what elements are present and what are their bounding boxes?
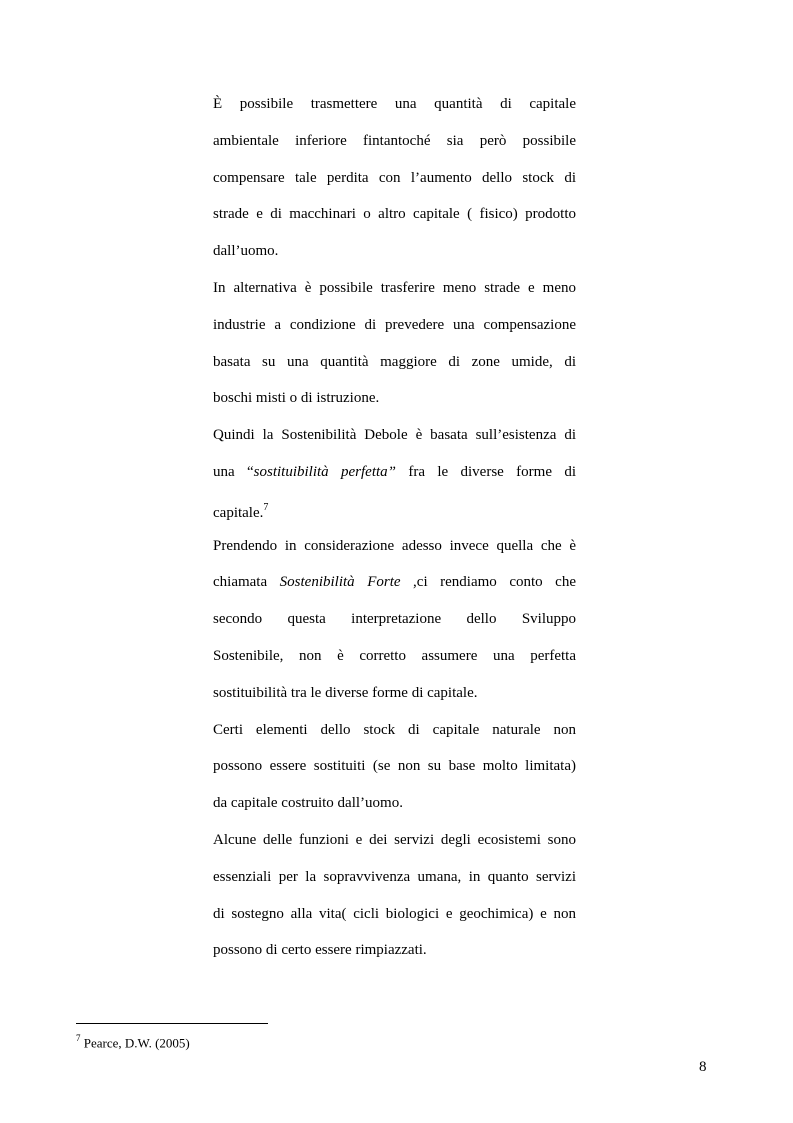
text-line: compensare tale perdita con l’aumento dello stock di xyxy=(213,169,576,186)
text-line xyxy=(213,454,576,491)
text-line: Alcune delle funzioni e dei servizi degli ecosistemi sono xyxy=(213,831,576,848)
text-line: secondo questa interpretazione dello Sviluppo xyxy=(213,611,576,628)
text-line: Sostenibile, non è corretto assumere una perfetta xyxy=(213,647,576,664)
text-line: strade e di macchinari o altro capitale ( fisico) prodotto xyxy=(213,206,576,223)
text-line: Prendendo in considerazione adesso invece quella che è xyxy=(213,537,576,554)
text-run: una “ xyxy=(213,463,254,480)
text-line: essenziali per la sopravvivenza umana, in quanto servizi xyxy=(213,868,576,885)
text-line: In alternativa è possibile trasferire meno strade e meno xyxy=(213,279,576,296)
text-line: dall’uomo. xyxy=(213,243,279,260)
text-line xyxy=(213,564,576,601)
text-line: boschi misti o di istruzione. xyxy=(213,390,380,407)
footnote-number: 7 xyxy=(76,1033,81,1043)
footnote-ref: 7 xyxy=(263,501,269,513)
text-run: ,ci rendiamo conto che xyxy=(400,574,576,591)
text-line: Quindi la Sostenibilità Debole è basata sull’esistenza di xyxy=(213,427,576,444)
text-line xyxy=(213,491,576,528)
text-line: sostituibilità tra le diverse forme di capitale. xyxy=(213,684,478,701)
footnote xyxy=(76,1031,190,1051)
footnote-separator xyxy=(76,1023,268,1024)
text-line: possono di certo essere rimpiazzati. xyxy=(213,942,427,959)
text-line: di sostegno alla vita( cicli biologici e geochimica) e non xyxy=(213,905,576,922)
text-line: da capitale costruito dall’uomo. xyxy=(213,795,403,812)
text-line: possono essere sostituiti (se non su base molto limitata) xyxy=(213,758,576,775)
text-run: fra le diverse forme di xyxy=(396,463,576,480)
text-line: ambientale inferiore fintantoché sia però possibile xyxy=(213,132,576,149)
page-number: 8 xyxy=(699,1059,707,1075)
text-line: Certi elementi dello stock di capitale naturale non xyxy=(213,721,576,738)
emphasis-sostituibilita-perfetta: sostituibilità perfetta” xyxy=(253,463,397,480)
main-text xyxy=(213,86,576,969)
text-line: industrie a condizione di prevedere una compensazione xyxy=(213,316,576,333)
text-run: chiamata xyxy=(213,574,280,591)
text-line: basata su una quantità maggiore di zone umide, di xyxy=(213,353,576,370)
text-run: capitale. xyxy=(213,504,264,521)
emphasis-sostenibilita-forte: Sostenibilità Forte xyxy=(279,574,401,591)
footnote-text: Pearce, D.W. (2005) xyxy=(80,1035,190,1051)
text-line: È possibile trasmettere una quantità di capitale xyxy=(213,96,576,112)
